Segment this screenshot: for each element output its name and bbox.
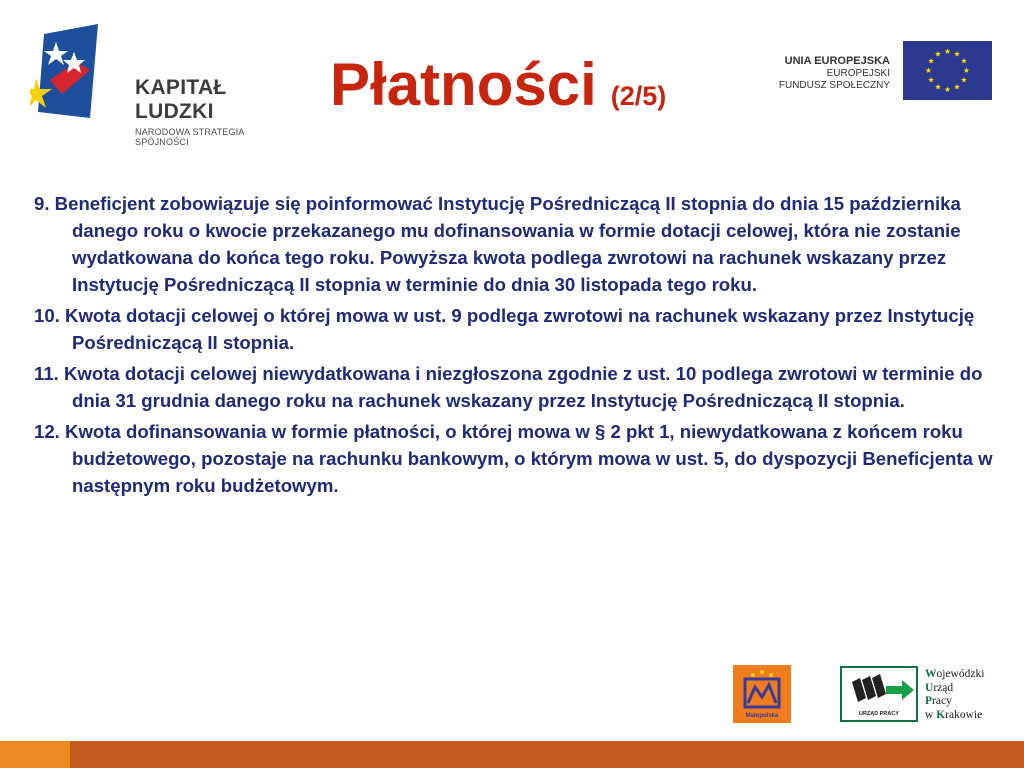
content-item: 9. Beneficjent zobowiązuje się poinformować Instytucję Pośredniczącą II stopnia do dnia 15 października danego roku o kwocie przekazanego mu dofinansowania w formie dotacji celowej, która nie zostanie wydatkowana do końca tego roku. Powyższa kwota podlega zwrotowi na rachunek wskazany przez Instytucję Pośredniczącą II stopnia w terminie do dnia 30 listopada tego roku.	[34, 193, 961, 295]
wup-line: Wojewódzki	[925, 668, 985, 680]
eu-flag-icon	[903, 41, 992, 100]
kapital-ludzki-emblem-icon	[30, 22, 110, 122]
malopolska-label: Małopolska	[745, 713, 779, 719]
kapital-ludzki-subtitle: NARODOWA STRATEGIA SPÓJNOŚCI	[135, 127, 245, 147]
eu-line-2: EUROPEJSKI	[826, 68, 890, 79]
wup-emblem-icon	[842, 668, 916, 712]
eu-text-block	[740, 55, 890, 92]
wup-logo	[840, 666, 918, 722]
bottom-bar-accent	[0, 741, 70, 768]
bottom-bar	[0, 741, 1024, 768]
slide-content	[34, 190, 999, 503]
wup-line: Pracy	[925, 695, 952, 707]
content-item: 11. Kwota dotacji celowej niewydatkowana i niezgłoszona zgodnie z ust. 10 podlega zwrotowi w terminie do dnia 31 grudnia danego roku na rachunek wskazany przez Instytucję Pośredniczącą II stopnia.	[34, 363, 983, 411]
malopolska-logo	[733, 665, 791, 723]
slide-title-text: Płatności	[330, 51, 597, 118]
wup-line: w Krakowie	[925, 708, 983, 721]
wup-text-block	[925, 668, 984, 722]
kapital-ludzki-logo	[30, 22, 300, 147]
kapital-ludzki-title: KAPITAŁ LUDZKI	[135, 76, 227, 123]
content-item: 12. Kwota dofinansowania w formie płatności, o której mowa w § 2 pkt 1, niewydatkowana z końcem roku budżetowego, pozostaje na rachunku bankowym, o którym mowa w ust. 5, do dyspozycji Beneficjenta w następnym roku budżetowym.	[34, 421, 993, 496]
wup-box-label: URZĄD PRACY	[858, 711, 900, 717]
malopolska-emblem-icon	[733, 665, 791, 723]
content-item: 10. Kwota dotacji celowej o której mowa w ust. 9 podlega zwrotowi na rachunek wskazany przez Instytucję Pośredniczącą II stopnia.	[34, 305, 975, 353]
wup-line: Urząd	[925, 681, 954, 694]
slide-page-indicator: (2/5)	[610, 81, 667, 111]
eu-line-1: UNIA EUROPEJSKA	[784, 55, 890, 67]
slide-title	[330, 50, 666, 119]
eu-line-3: FUNDUSZ SPOŁECZNY	[778, 80, 890, 91]
